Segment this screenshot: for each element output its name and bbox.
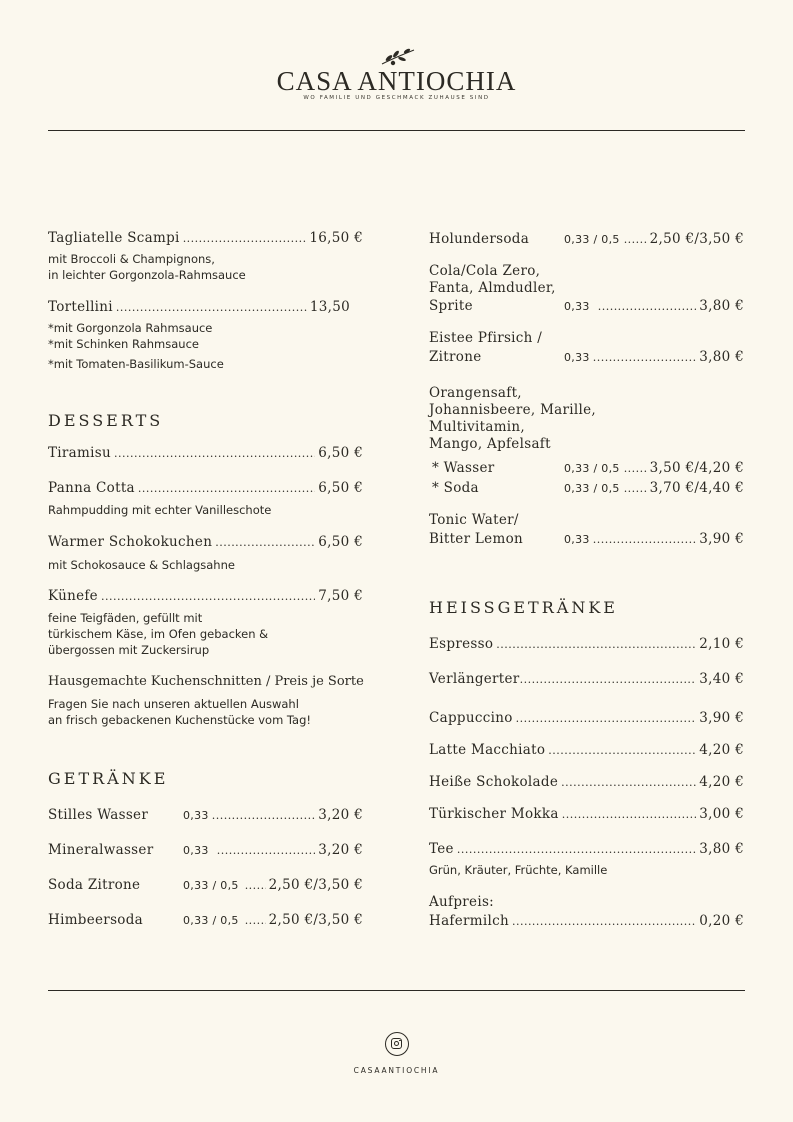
section-heading-desserts: DESSERTS	[48, 411, 164, 430]
drink-price: 2,50 €/3,50 €	[268, 912, 363, 928]
drink-price-soda-zitrone	[183, 877, 363, 893]
drink-price-holundersoda	[564, 231, 744, 247]
menu-item-tee	[429, 841, 744, 857]
item-price: 6,50 €	[318, 445, 363, 461]
drink-price-mineralwasser	[183, 842, 363, 858]
item-name: Heiße Schokolade	[429, 774, 559, 790]
item-price: 0,20 €	[699, 913, 744, 929]
item-price: 13,50	[309, 299, 350, 315]
menu-item-espresso	[429, 636, 744, 652]
menu-item-tortellini	[48, 299, 350, 315]
drink-name-eistee: Eistee Pfirsich /	[429, 330, 543, 346]
drink-volume: 0,33 / 0,5	[564, 233, 620, 246]
drink-price: 3,90 €	[699, 531, 744, 547]
drink-price-saft-soda	[564, 480, 744, 496]
menu-item-tagliatelle-scampi	[48, 230, 363, 246]
drink-price: 3,50 €/4,20 €	[649, 460, 744, 476]
drink-volume: 0,33	[183, 844, 209, 857]
item-description: feine Teigfäden, gefüllt mit	[48, 611, 203, 625]
drink-name-saft-wasser: * Wasser	[432, 460, 495, 476]
surcharge-label: Aufpreis:	[429, 894, 495, 910]
drink-price-stilles-wasser	[183, 807, 363, 823]
header-divider	[48, 130, 745, 131]
item-price: 6,50 €	[318, 480, 363, 496]
item-price: 3,80 €	[699, 841, 744, 857]
drink-price: 3,80 €	[699, 349, 744, 365]
menu-item-panna-cotta	[48, 480, 363, 496]
item-description: türkischem Käse, im Ofen gebacken &	[48, 627, 269, 641]
drink-name-saft-soda: * Soda	[432, 480, 479, 496]
item-name: Latte Macchiato	[429, 742, 546, 758]
drink-price: 2,50 €/3,50 €	[649, 231, 744, 247]
drink-price-himbeersoda	[183, 912, 363, 928]
item-description: Grün, Kräuter, Früchte, Kamille	[429, 863, 608, 877]
menu-item-hafermilch	[429, 913, 744, 929]
item-price: 4,20 €	[699, 774, 744, 790]
drink-name-tonic: Tonic Water/	[429, 512, 519, 528]
item-price: 7,50 €	[318, 588, 363, 604]
drink-name-soda-zitrone: Soda Zitrone	[48, 877, 141, 893]
menu-item-verlaengerter	[429, 671, 744, 687]
menu-item-kuchenschnitten: Hausgemachte Kuchenschnitten / Preis je Sorte	[48, 674, 364, 689]
drink-price: 2,50 €/3,50 €	[268, 877, 363, 893]
brand-logo-title: CASA ANTIOCHIA	[276, 66, 517, 96]
item-name: Espresso	[429, 636, 494, 652]
section-heading-heissgetraenke: HEISSGETRÄNKE	[429, 598, 618, 617]
item-name: Künefe	[48, 588, 98, 604]
drink-volume: 0,33 / 0,5	[183, 879, 239, 892]
drink-name-mineralwasser: Mineralwasser	[48, 842, 154, 858]
drink-volume: 0,33 / 0,5	[564, 482, 620, 495]
menu-item-kuenefe	[48, 588, 363, 604]
drink-volume: 0,33 / 0,5	[183, 914, 239, 927]
item-price: 3,40 €	[699, 671, 744, 687]
drink-price-cola-group	[564, 298, 744, 314]
item-name: Hafermilch	[429, 913, 509, 929]
drink-volume: 0,33	[564, 533, 590, 546]
drink-name-saefte: Orangensaft, Johannisbeere, Marille, Multivitamin, Mango, Apfelsaft	[429, 385, 597, 452]
menu-item-tuerkischer-mokka	[429, 806, 744, 822]
item-name: Panna Cotta	[48, 480, 135, 496]
item-price: 4,20 €	[699, 742, 744, 758]
item-price: 3,00 €	[699, 806, 744, 822]
brand-tagline: WO FAMILIE UND GESCHMACK ZUHAUSE SIND	[303, 95, 490, 101]
menu-item-latte-macchiato	[429, 742, 744, 758]
drink-name-holundersoda: Holundersoda	[429, 231, 530, 247]
drink-price-saft-wasser	[564, 460, 744, 476]
item-name: Warmer Schokokuchen	[48, 534, 213, 550]
drink-volume: 0,33	[564, 300, 590, 313]
drink-name-cola-group: Cola/Cola Zero, Fanta, Almdudler,	[429, 263, 556, 296]
menu-item-tiramisu	[48, 445, 363, 461]
olive-branch-icon	[380, 46, 416, 68]
drink-name-stilles-wasser: Stilles Wasser	[48, 807, 149, 823]
item-description: in leichter Gorgonzola-Rahmsauce	[48, 268, 246, 282]
item-description: *mit Tomaten-Basilikum-Sauce	[48, 357, 224, 371]
item-description: mit Schokosauce & Schlagsahne	[48, 558, 235, 572]
item-description: Fragen Sie nach unseren aktuellen Auswahl	[48, 697, 299, 711]
drink-price: 3,80 €	[699, 298, 744, 314]
drink-price: 3,20 €	[318, 807, 363, 823]
drink-price-tonic	[564, 531, 744, 547]
item-name: Türkischer Mokka	[429, 806, 559, 822]
section-heading-getraenke: GETRÄNKE	[48, 769, 169, 788]
drink-price: 3,20 €	[318, 842, 363, 858]
drink-name-himbeersoda: Himbeersoda	[48, 912, 144, 928]
menu-item-heisse-schokolade	[429, 774, 744, 790]
instagram-handle[interactable]: CASAANTIOCHIA	[353, 1066, 440, 1075]
menu-item-warmer-schokokuchen	[48, 534, 363, 550]
item-price: 6,50 €	[318, 534, 363, 550]
drink-volume: 0,33	[183, 809, 209, 822]
item-description: an frisch gebackenen Kuchenstücke vom Tag!	[48, 713, 312, 727]
footer-divider	[48, 990, 745, 991]
item-name: Verlängerter	[429, 671, 520, 687]
drink-name-sprite: Sprite	[429, 298, 473, 314]
item-price: 16,50 €	[309, 230, 363, 246]
item-name: Tiramisu	[48, 445, 111, 461]
item-price: 3,90 €	[699, 710, 744, 726]
drink-name-zitrone: Zitrone	[429, 349, 482, 365]
drink-price: 3,70 €/4,40 €	[649, 480, 744, 496]
item-description: *mit Gorgonzola Rahmsauce	[48, 321, 213, 335]
drink-volume: 0,33	[564, 351, 590, 364]
item-description: mit Broccoli & Champignons,	[48, 252, 215, 266]
item-name: Cappuccino	[429, 710, 513, 726]
instagram-icon[interactable]	[385, 1032, 409, 1056]
item-description: übergossen mit Zuckersirup	[48, 643, 210, 657]
item-name: Tee	[429, 841, 454, 857]
menu-item-cappuccino	[429, 710, 744, 726]
drink-price-eistee	[564, 349, 744, 365]
item-description: Rahmpudding mit echter Vanilleschote	[48, 503, 272, 517]
item-price: 2,10 €	[699, 636, 744, 652]
item-name: Tagliatelle Scampi	[48, 230, 180, 246]
item-name: Tortellini	[48, 299, 113, 315]
item-description: *mit Schinken Rahmsauce	[48, 337, 199, 351]
drink-name-bitter-lemon: Bitter Lemon	[429, 531, 523, 547]
drink-volume: 0,33 / 0,5	[564, 462, 620, 475]
